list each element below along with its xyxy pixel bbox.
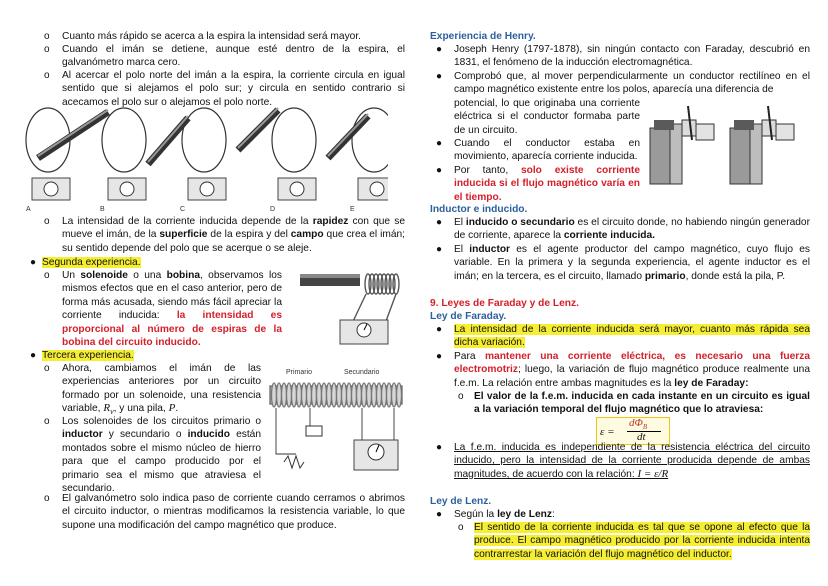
filled-bullet-icon: ● (436, 324, 443, 335)
coil-turn (362, 383, 367, 407)
list-item: ● La f.e.m. inducida es independiente de la resistencia eléctrica del circuito inducido, pero la intensidad de la corriente producida depende de ambas magnitudes, de acuerdo con la relación: I = ε/R (436, 442, 810, 480)
bar-magnet (38, 112, 108, 158)
paragraph: Cuando el imán se detiene, aunque esté dentro de la espira, el galvanómetro marca cero. (62, 44, 405, 69)
filled-bullet-icon: ● (436, 442, 443, 453)
coil-turn (282, 383, 287, 407)
coil-turn (352, 383, 357, 407)
galvanometer-dial (290, 182, 304, 196)
coil-turn (397, 383, 402, 407)
galvanometer-dial (370, 182, 384, 196)
text-narrow: potencial, lo que originaba una corriente eléctrica si el conductor formaba parte de un circuito. (454, 98, 640, 136)
figure-panels (26, 108, 388, 200)
primary-label: Primario (286, 369, 313, 376)
hollow-bullet-icon: o (44, 70, 50, 81)
hollow-bullet-icon: o (44, 31, 50, 42)
coil-turn (337, 383, 342, 407)
faraday-formula: ε = $d\Phi_B$ dt (596, 417, 670, 445)
coil-turn (307, 383, 312, 407)
coil-turn (272, 383, 277, 407)
list-item (430, 70, 810, 97)
primary-secondary-figure (266, 364, 406, 484)
section-heading: ● Tercera experiencia. (30, 350, 134, 361)
coil-turn (277, 383, 282, 407)
figure-label: B (100, 206, 105, 213)
filled-bullet-icon: ● (436, 217, 443, 228)
figure-label: C (180, 206, 186, 213)
hollow-bullet-icon: o (44, 44, 50, 55)
solenoid-figure (296, 262, 408, 350)
henry-magnet-figure (648, 100, 810, 192)
list-item: o El galvanómetro solo indica paso de corriente cuando cerramos o abrimos el circuito inductor, o mientras modificamos la resistencia variable, lo que supone una modificación del campo magnético que produce. (44, 493, 405, 531)
figure-label: D (270, 206, 276, 213)
magnet-loop-figure (8, 106, 388, 214)
coil-turn (372, 383, 377, 407)
coil-turn (297, 383, 302, 407)
coil-turn (367, 383, 372, 407)
list-item: o El valor de la f.e.m. inducida en cada instante en un circuito es igual a la variación temporal del flujo magnético que lo atraviesa: (458, 391, 810, 416)
hollow-bullet-icon: o (44, 416, 50, 427)
coil-turn (287, 383, 292, 407)
hollow-bullet-icon: o (44, 493, 50, 504)
hollow-bullet-icon: o (44, 216, 50, 227)
filled-bullet-icon: ● (30, 350, 37, 361)
hollow-bullet-icon: o (44, 363, 50, 374)
coil-turn (327, 383, 332, 407)
list-item: o Los solenoides de los circuitos primario o inductor y secundario o inducido están montados sobre el mismo núcleo de hierro para que el campo producido por el primario sea el mismo que atraviesa el secundario. (44, 416, 261, 495)
coil-turn (332, 383, 337, 407)
figure-label: E (350, 206, 355, 213)
coil-turn (342, 383, 347, 407)
bar-magnet (328, 116, 368, 158)
list-item: ● Por tanto, solo existe corriente inducida si el flujo magnético varía en el tiempo. (436, 165, 640, 203)
coil-group (270, 383, 402, 407)
filled-bullet-icon: ● (436, 244, 443, 255)
coil-turn (312, 383, 317, 407)
filled-bullet-icon: ● (436, 165, 443, 176)
heading-laws: 9. Leyes de Faraday y de Lenz. (430, 298, 579, 309)
list-item: o La intensidad de la corriente inducida depende de la rapidez con que se mueve el imán, de la superficie de la espira y del campo que crea el imán; su sentido depende del polo que se acerque o se aleje. (44, 216, 405, 254)
list-item: ● Según la ley de Lenz: (436, 509, 555, 520)
magnet-highlight (38, 110, 108, 156)
resistor-icon (284, 456, 304, 468)
text-wide: Comprobó que, al mover perpendicularmente un conductor rectilíneo en el campo magnético existente entre los polos, aparecía una diferencia de (454, 71, 810, 96)
coil-turn (292, 383, 297, 407)
hollow-bullet-icon: o (44, 270, 50, 281)
coil-turn (357, 383, 362, 407)
list-item: ● La intensidad de la corriente inducida será mayor, cuanto más rápida sea dicha variación. (436, 324, 810, 349)
coil-turn (347, 383, 352, 407)
list-item: ● El inducido o secundario es el circuito donde, no habiendo ningún generador de corriente, aparece la corriente inducida. (436, 217, 810, 242)
magnet-pair-right (730, 106, 794, 184)
coil-turn (387, 383, 392, 407)
wire-loop (182, 108, 226, 172)
wire-loop (352, 108, 388, 172)
filled-bullet-icon: ● (436, 71, 443, 82)
wire-loop (102, 108, 146, 172)
secondary-label: Secundario (344, 369, 380, 376)
list-item: ● El inductor es el agente productor del campo magnético, cuyo flujo es variable. En la primera y la segunda experiencia, el agente inductor es el imán; en la tercera, es el circuito, llamado primario, donde está la pila, P. (436, 244, 811, 282)
heading-faraday: Ley de Faraday. (430, 311, 507, 322)
list-item (30, 30, 405, 43)
paragraph: Cuanto más rápido se acerca a la espira la intensidad será mayor. (62, 31, 361, 42)
figure-label: A (26, 206, 31, 213)
galvanometer-dial (44, 182, 58, 196)
filled-bullet-icon: ● (436, 138, 443, 149)
hollow-bullet-icon: o (458, 522, 464, 533)
coil-turn (377, 383, 382, 407)
heading-lenz: Ley de Lenz. (430, 496, 492, 507)
filled-bullet-icon: ● (436, 44, 443, 55)
galvanometer-dial (120, 182, 134, 196)
heading-henry: Experiencia de Henry. (430, 31, 536, 42)
magnet-highlight (328, 114, 368, 156)
coil-turn (302, 383, 307, 407)
list-item: ● Joseph Henry (1797-1878), sin ningún contacto con Faraday, descubrió en 1831, el fenómeno de la inducción electromagnética. (436, 44, 810, 69)
section-heading: ● Segunda experiencia. (30, 257, 141, 268)
list-item: ● Para mantener una corriente eléctrica, es necesario una fuerza electromotriz; luego, la variación de flujo magnético produce realmente una f.e.m. La relación entre ambas magnitudes es la ley de Faraday: (436, 351, 810, 389)
list-item-continued (454, 97, 640, 137)
list-item: o Ahora, cambiamos el imán de las experiencias anteriores por un circuito formado por un solenoide, una resistencia variable, $R_v$, y una pila, P. (44, 363, 261, 417)
list-item (30, 69, 405, 109)
list-item (30, 43, 405, 70)
filled-bullet-icon: ● (436, 351, 443, 362)
list-item: ● Cuando el conductor estaba en movimiento, aparecía corriente inducida. (436, 138, 640, 163)
heading-inductor: Inductor e inducido. (430, 204, 528, 215)
magnet-pair-left (650, 106, 714, 184)
list-item: o Un solenoide o una bobina, observamos los mismos efectos que en el caso anterior, pero de forma más acusada, siendo más fácil apreciar la corriente inducida: la intensidad es proporcional al número de espiras de la bobina del circuito inducido. (44, 270, 283, 349)
coil-turn (392, 383, 397, 407)
paragraph: Al acercar el polo norte del imán a la espira, la corriente circula en igual sentido que si alejamos el polo sur; y circula en sentido contrario si acecamos el polo sur o alejamos el polo norte. (62, 70, 405, 108)
wire-loop (272, 108, 316, 172)
coil-turn (382, 383, 387, 407)
hollow-bullet-icon: o (458, 391, 464, 402)
galvanometer-dial (200, 182, 214, 196)
filled-bullet-icon: ● (436, 509, 443, 520)
coil-turn (317, 383, 322, 407)
filled-bullet-icon: ● (30, 257, 37, 268)
list-item: o El sentido de la corriente inducida es tal que se opone al efecto que la produce. El campo magnético producido por la corriente inducida intenta contrarrestar la variación del flujo magnético del inductor. (458, 522, 810, 560)
coil-turn (322, 383, 327, 407)
